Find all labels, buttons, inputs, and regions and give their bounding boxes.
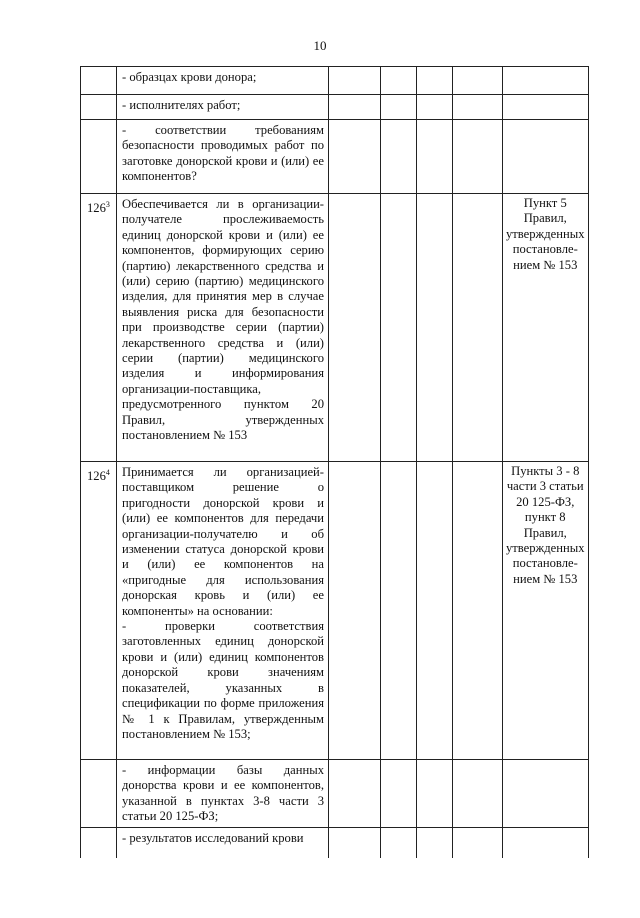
table-row bbox=[81, 95, 589, 120]
table-row bbox=[81, 828, 589, 858]
answer-cell bbox=[329, 120, 381, 194]
item-number-cell bbox=[81, 120, 117, 194]
table-row bbox=[81, 67, 589, 95]
table-row bbox=[81, 462, 589, 760]
answer-cell bbox=[453, 760, 503, 828]
legal-reference-cell bbox=[503, 120, 589, 194]
answer-cell bbox=[381, 194, 417, 462]
question-cell: - результатов исследований крови bbox=[117, 828, 329, 858]
answer-cell bbox=[417, 462, 453, 760]
answer-cell bbox=[329, 194, 381, 462]
legal-reference-cell bbox=[503, 67, 589, 95]
answer-cell bbox=[417, 828, 453, 858]
question-cell: - соответствии требованиям безопасности проводимых работ по заготовке донорской крови и (или) ее компонентов? bbox=[117, 120, 329, 194]
answer-cell bbox=[381, 828, 417, 858]
table-row bbox=[81, 760, 589, 828]
answer-cell bbox=[417, 194, 453, 462]
answer-cell bbox=[453, 462, 503, 760]
answer-cell bbox=[381, 760, 417, 828]
checklist-table bbox=[80, 66, 589, 858]
answer-cell bbox=[417, 120, 453, 194]
answer-cell bbox=[329, 95, 381, 120]
page-number: 10 bbox=[313, 38, 327, 53]
answer-cell bbox=[381, 67, 417, 95]
legal-reference-cell bbox=[503, 828, 589, 858]
item-number-cell bbox=[81, 67, 117, 95]
item-number-cell: $126^4$ bbox=[81, 462, 117, 760]
legal-reference-cell: Пункт 5 Правил, утвержденных постановле- нием № 153 bbox=[503, 194, 589, 462]
answer-cell bbox=[329, 67, 381, 95]
answer-cell bbox=[329, 462, 381, 760]
answer-cell bbox=[417, 95, 453, 120]
legal-reference-cell bbox=[503, 760, 589, 828]
legal-reference-cell bbox=[503, 95, 589, 120]
answer-cell bbox=[381, 462, 417, 760]
answer-cell bbox=[453, 194, 503, 462]
legal-reference-cell: Пункты 3 - 8 части 3 статьи 20 125-ФЗ, пункт 8 Правил, утвержденных постановле- нием № 153 bbox=[503, 462, 589, 760]
answer-cell bbox=[381, 95, 417, 120]
question-cell: Принимается ли организацией-поставщиком решение о пригодности донорской крови и (или) ее компонентов для передачи организации-получателю и об изменении статуса донорской крови и (или) ее компонентов на «пригодные для использования донорская кровь и (или) ее компоненты» на основании: - проверки соответствия заготовленных единиц донорской крови и (или) единиц компонентов донорской крови значениям показателей, указанных в спецификации по форме приложения № 1 к Правилам, утвержденным постановлением № 153; bbox=[117, 462, 329, 760]
answer-cell bbox=[417, 760, 453, 828]
answer-cell bbox=[453, 95, 503, 120]
answer-cell bbox=[453, 120, 503, 194]
item-number-cell bbox=[81, 828, 117, 858]
question-cell: - информации базы данных донорства крови и ее компонентов, указанной в пунктах 3-8 части 3 статьи 20 125-ФЗ; bbox=[117, 760, 329, 828]
table-row bbox=[81, 194, 589, 462]
question-cell: - образцах крови донора; bbox=[117, 67, 329, 95]
item-number-cell bbox=[81, 95, 117, 120]
table-row bbox=[81, 120, 589, 194]
question-cell: Обеспечивается ли в организации-получателе прослеживаемость единиц донорской крови и (или) ее компонентов, формирующих серию (партию) лекарственного средства и (или) серию (партию) медицинского изделия, для принятия мер в случае выявления риска для безопасности при производстве серии (партии) лекарственного средства и (или) серии (партии) медицинского изделия и информирования организации-поставщика, предусмотренного пунктом 20 Правил, утвержденных постановлением № 153 bbox=[117, 194, 329, 462]
answer-cell bbox=[453, 828, 503, 858]
item-number-cell: $126^3$ bbox=[81, 194, 117, 462]
answer-cell bbox=[329, 760, 381, 828]
answer-cell bbox=[453, 67, 503, 95]
item-number-cell bbox=[81, 760, 117, 828]
answer-cell bbox=[329, 828, 381, 858]
question-cell: - исполнителях работ; bbox=[117, 95, 329, 120]
answer-cell bbox=[381, 120, 417, 194]
answer-cell bbox=[417, 67, 453, 95]
